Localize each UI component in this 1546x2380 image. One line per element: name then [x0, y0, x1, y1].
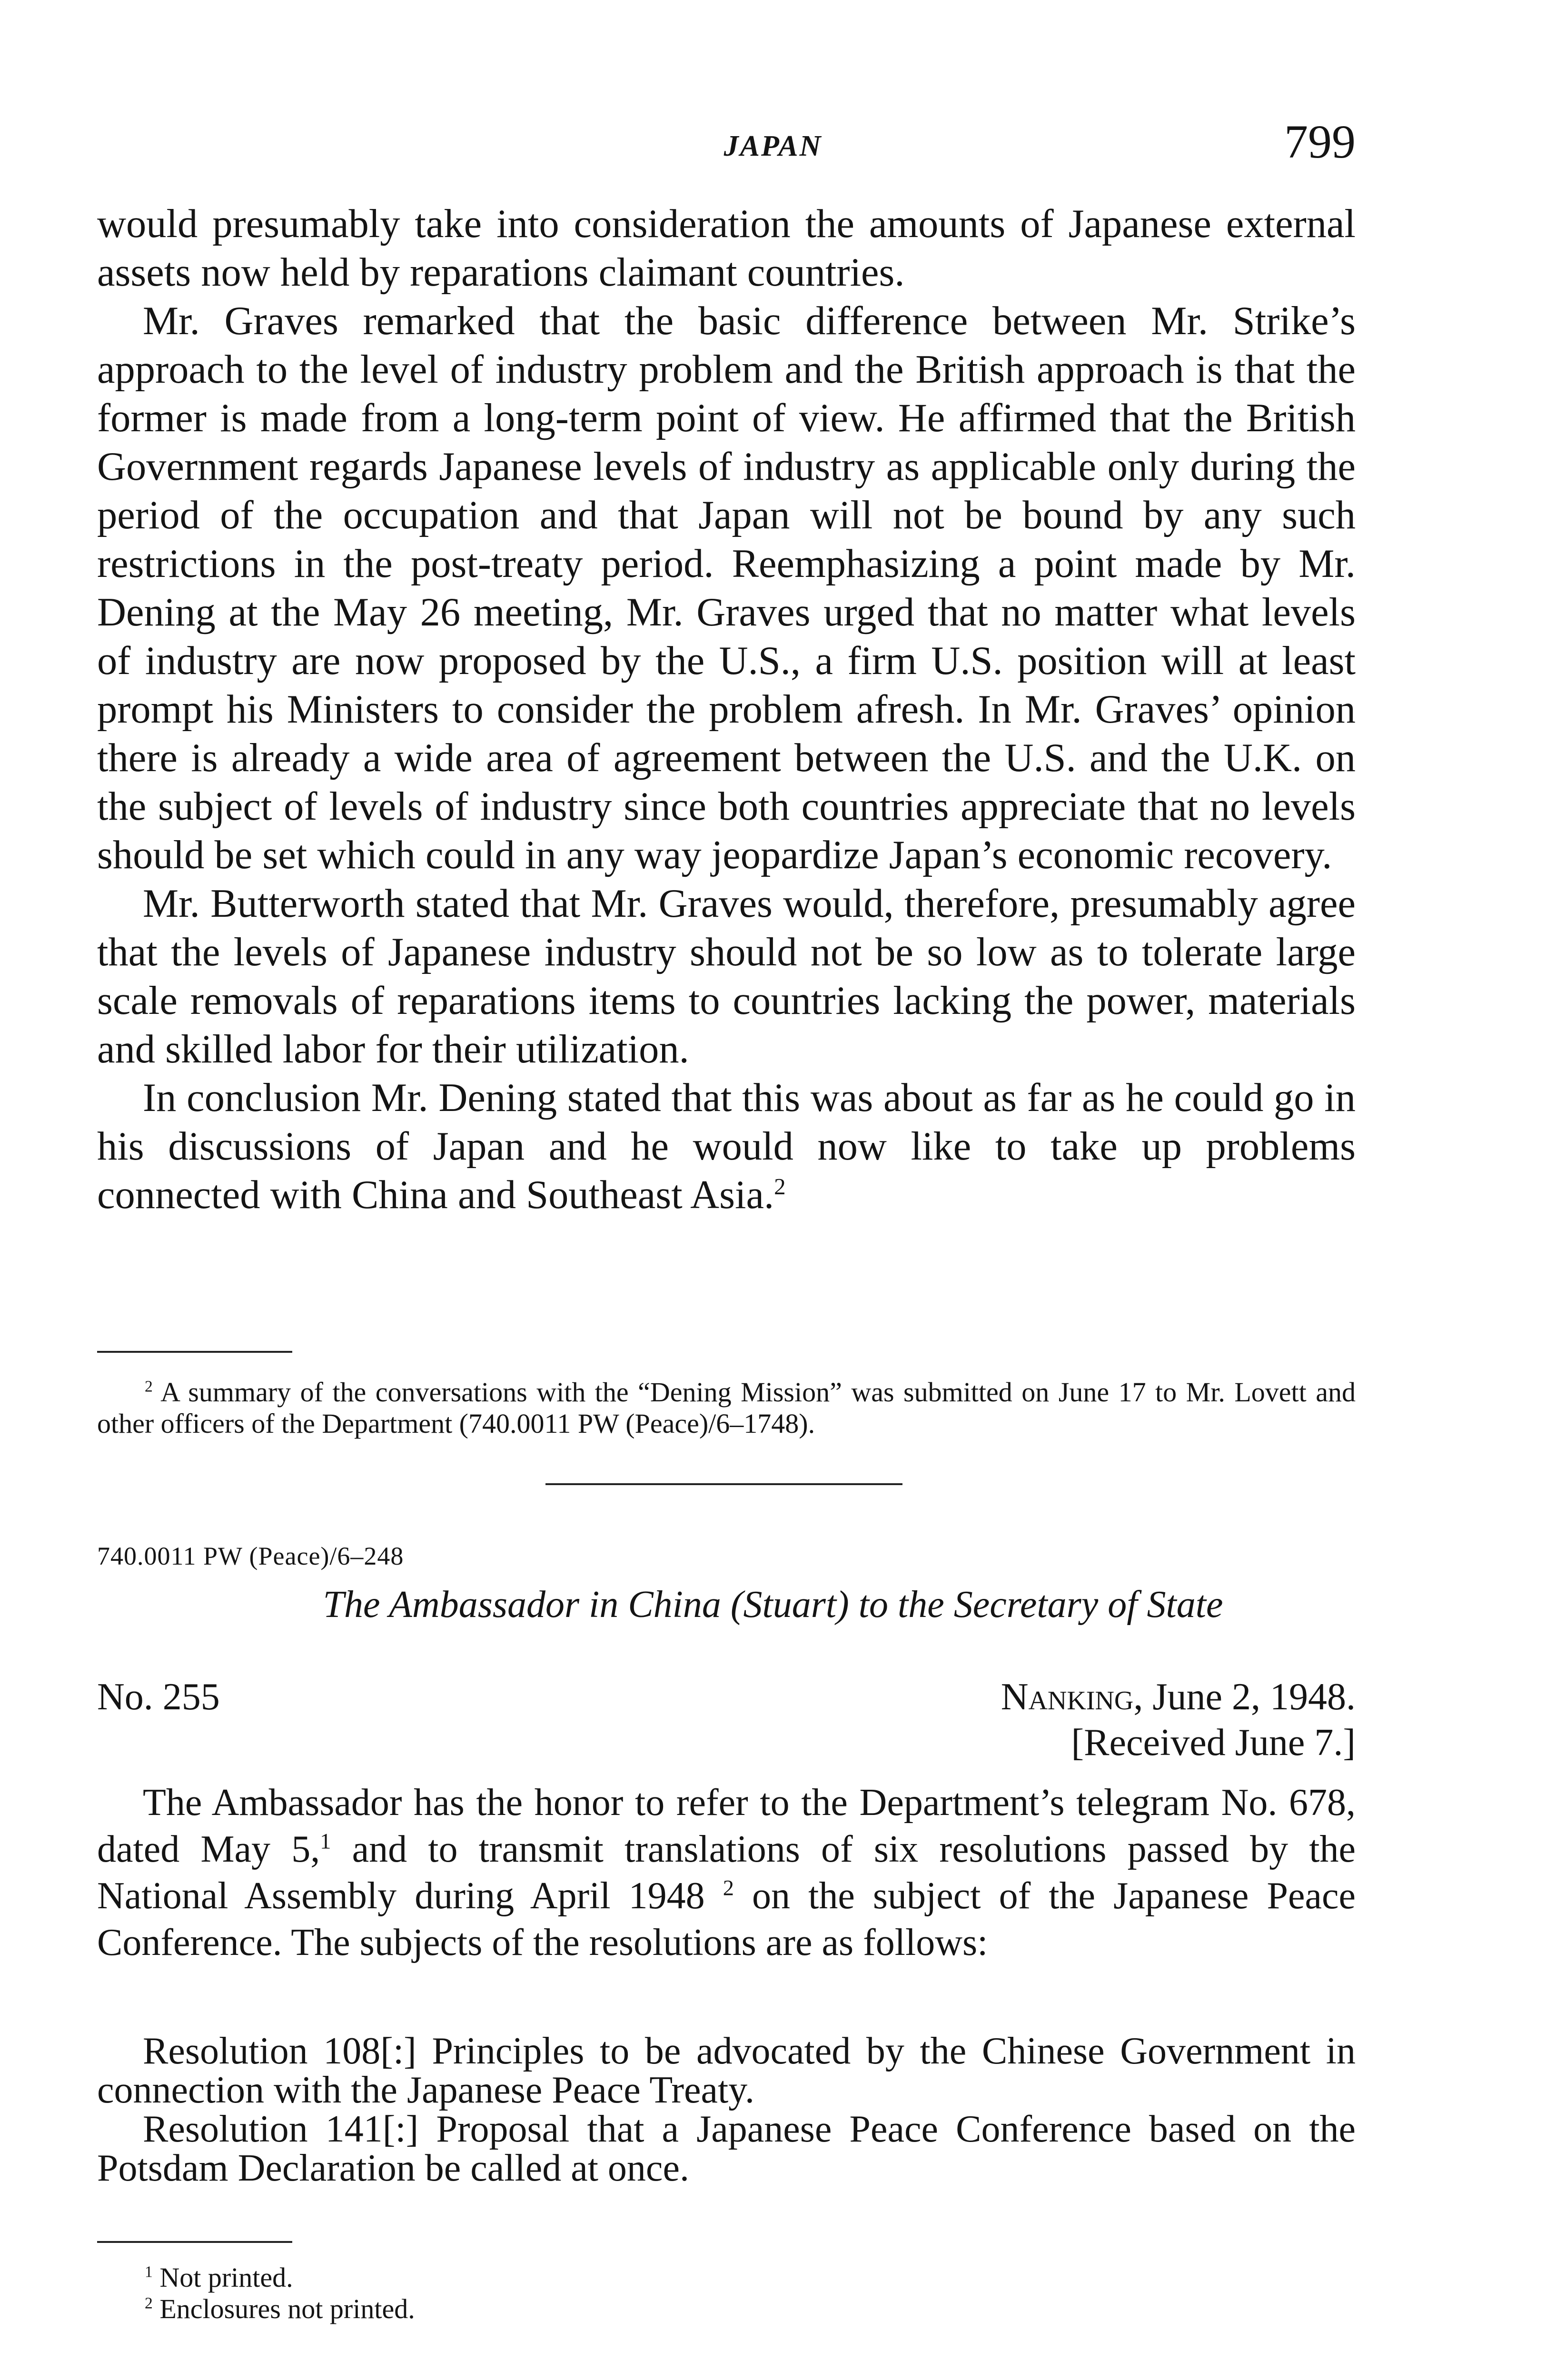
section-divider [545, 1483, 902, 1485]
footnote-text: A summary of the conversations with the “Dening Mission” was submitted on June 17 to Mr. Lovett and other officers of the Department (740.0011 PW (Peace)/6–1748). [97, 1377, 1356, 1439]
resolution-list [97, 2032, 1356, 2188]
footnotes [97, 2262, 1356, 2325]
dateline [97, 1676, 1356, 1719]
intro-text: and to transmit translations of six resolutions passed by the National Assembly during April 1948 [97, 1828, 1356, 1917]
footnote-text: Enclosures not printed. [159, 2293, 415, 2324]
footnote-marker: 2 [145, 2294, 153, 2312]
footnote-marker: 1 [145, 2263, 153, 2281]
footnote-text: Not printed. [159, 2262, 293, 2293]
footnote-marker: 2 [145, 1378, 153, 1396]
footnote-rule [97, 2241, 292, 2243]
place: Nanking, [1001, 1676, 1143, 1718]
paragraph: would presumably take into consideration the amounts of Japanese external assets now held by reparations claimant countries. [97, 202, 1356, 295]
paragraph: Mr. Butterworth stated that Mr. Graves would, therefore, presumably agree that the levels of Japanese industry should not be so low as to tolerate large scale removals of reparations items to countries lacking the power, materials and skilled labor for their utilization. [97, 882, 1356, 1071]
paragraph: Mr. Graves remarked that the basic difference between Mr. Strike’s approach to the level of industry problem and the British approach is that the former is made from a long-term point of view. He affirmed that the British Government regards Japanese levels of industry as applicable only during the period of the occupation and that Japan will not be bound by any such restrictions in the post-treaty period. Reemphasizing a point made by Mr. Dening at the May 26 meeting, Mr. Graves urged that no matter what levels of industry are now proposed by the U.S., a firm U.S. position will at least prompt his Ministers to consider the problem afresh. In Mr. Graves’ opinion there is already a wide area of agreement between the U.S. and the U.K. on the subject of levels of industry since both countries appreciate that no levels should be set which could in any way jeopardize Japan’s economic recovery. [97, 299, 1356, 877]
footnote-rule [97, 1351, 292, 1353]
intro-text: The Ambassador has the honor to refer to the Department’s telegram No. 678, dated May 5, [97, 1782, 1356, 1870]
document-number: No. 255 [97, 1676, 220, 1718]
file-reference: 740.0011 PW (Peace)/6–248 [97, 1542, 404, 1570]
footnote [97, 1377, 1356, 1439]
body-text [97, 200, 1356, 1220]
footnote-marker: 1 [320, 1829, 331, 1854]
paragraph [97, 1074, 1356, 1220]
received-date: [Received June 7.] [1071, 1722, 1356, 1764]
paragraph [97, 1779, 1356, 1966]
date: June 2, 1948. [1152, 1676, 1356, 1718]
intro-text: on the subject of the Japanese Peace Conference. The subjects of the resolutions are as follows: [97, 1875, 1356, 1964]
resolution-item: Resolution 108[:] Principles to be advocated by the Chinese Government in connection with the Japanese Peace Treaty. [97, 2030, 1356, 2111]
document-title: The Ambassador in China (Stuart) to the Secretary of State [323, 1584, 1223, 1626]
footnote-marker: 2 [774, 1173, 786, 1200]
place-and-date [1001, 1676, 1356, 1719]
paragraph-text: In conclusion Mr. Dening stated that this was about as far as he could go in his discussions of Japan and he would now like to take up problems connected with China and Southeast Asia. [97, 1076, 1356, 1217]
page-number: 799 [1284, 115, 1356, 168]
letter-body [97, 1779, 1356, 1966]
resolution-item: Resolution 141[:] Proposal that a Japanese Peace Conference based on the Potsdam Declaration be called at once. [97, 2108, 1356, 2189]
running-head: JAPAN [723, 130, 823, 162]
footnote-marker: 2 [723, 1876, 734, 1901]
